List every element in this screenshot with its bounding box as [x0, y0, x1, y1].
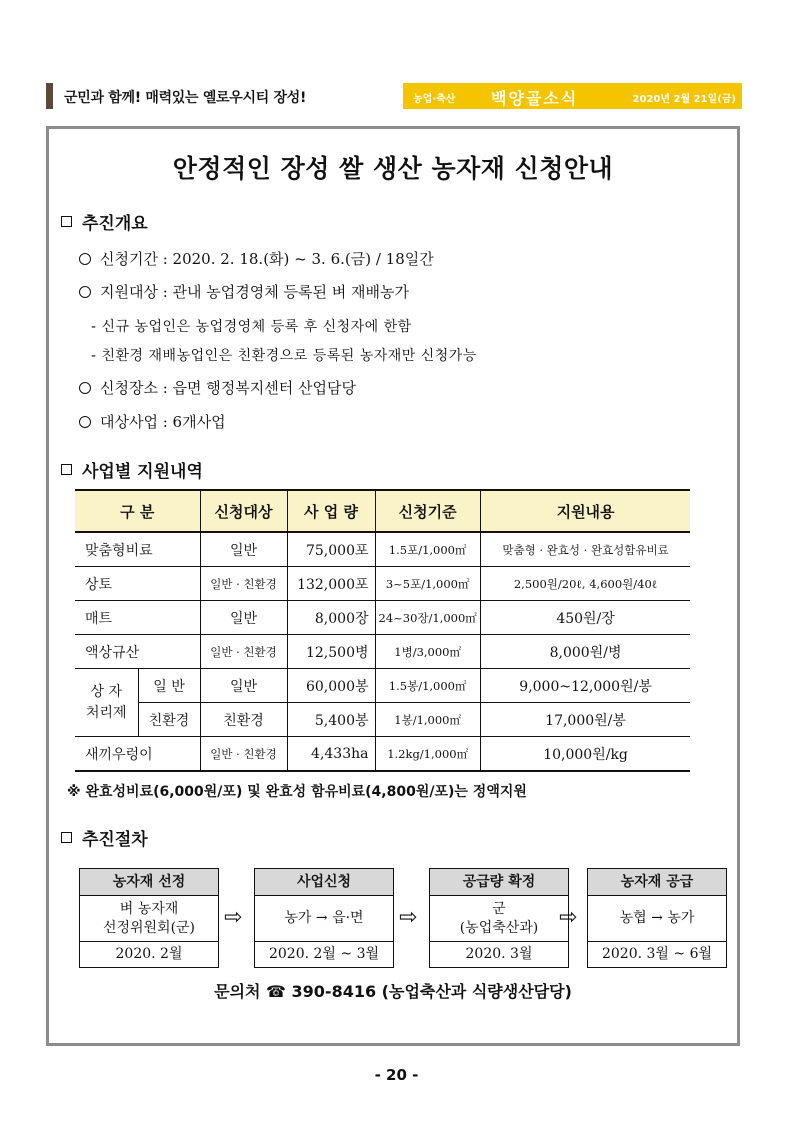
group-label-line-2: 처리제	[85, 704, 127, 721]
square-bullet-icon	[61, 464, 72, 475]
table-cell: 일반	[200, 601, 287, 635]
table-cell: 3~5포/1,000㎡	[375, 567, 480, 601]
section-overview-heading: 추진개요	[61, 209, 148, 234]
procedure-step	[429, 868, 569, 968]
procedure-step	[254, 868, 394, 968]
step-body	[588, 896, 726, 942]
table-cell: 60,000봉	[287, 669, 375, 703]
circle-bullet-icon	[79, 286, 91, 298]
step-body-line: 농협 → 농가	[619, 910, 695, 926]
table-cell: 일반	[200, 532, 287, 567]
table-cell: 12,500병	[287, 635, 375, 669]
table-cell: 2,500원/20ℓ, 4,600원/40ℓ	[480, 567, 690, 601]
step-title: 농자재 선정	[80, 869, 218, 896]
table-cell: 4,433ha	[287, 737, 375, 772]
table-cell: 24~30장/1,000㎡	[375, 601, 480, 635]
page-number: - 20 -	[374, 1066, 419, 1084]
table-cell: 맞춤형 · 완효성 · 완효성함유비료	[480, 532, 690, 567]
table-cell: 1.5포/1,000㎡	[375, 532, 480, 567]
circle-bullet-icon	[79, 253, 91, 265]
support-table	[75, 489, 690, 772]
step-body-line: 농가 → 읍·면	[284, 910, 364, 926]
table-header-row	[75, 490, 690, 532]
column-header: 구 분	[75, 490, 200, 532]
step-title: 사업신청	[255, 869, 393, 896]
table-cell: 상토	[75, 567, 200, 601]
overview-item: 신청기간 : 2020. 2. 18.(화) ~ 3. 6.(금) / 18일간	[79, 248, 434, 269]
overview-subitem: - 신규 농업인은 농업경영체 등록 후 신청자에 한함	[91, 319, 412, 335]
header-newsletter-name: 백양골소식	[491, 89, 579, 108]
step-title: 공급량 확정	[430, 869, 568, 896]
square-bullet-icon	[61, 216, 72, 227]
column-header: 신청기준	[375, 490, 480, 532]
step-body-line: 선정위원회(군)	[102, 919, 196, 936]
step-body-line: 벼 농자재	[119, 900, 179, 917]
article-title: 안정적인 장성 쌀 생산 농자재 신청안내	[172, 154, 614, 183]
header-accent-bar	[46, 83, 53, 109]
step-date: 2020. 2월 ~ 3월	[268, 946, 380, 962]
group-label-line-1: 상 자	[90, 683, 122, 700]
table-row	[75, 635, 690, 669]
contact-info: 문의처 ☎ 390-8416 (농업축산과 식량생산담당)	[214, 982, 572, 1001]
column-header: 신청대상	[200, 490, 287, 532]
circle-bullet-icon	[79, 382, 91, 394]
step-body	[430, 896, 568, 942]
table-cell: 매트	[75, 601, 200, 635]
column-header: 지원내용	[480, 490, 690, 532]
step-date: 2020. 3월 ~ 6월	[601, 946, 713, 962]
table-cell: 새끼우렁이	[75, 737, 200, 772]
table-cell: 일반	[200, 669, 287, 703]
square-bullet-icon	[61, 832, 72, 843]
table-row	[75, 669, 690, 703]
table-cell: 1병/3,000㎡	[375, 635, 480, 669]
table-cell: 일반 · 친환경	[200, 737, 287, 772]
table-row	[75, 703, 690, 737]
right-arrow-icon: ⇨	[399, 905, 418, 930]
table-cell: 액상규산	[75, 635, 200, 669]
step-body-line: (농업축산과)	[459, 919, 539, 936]
table-cell: 맞춤형비료	[75, 532, 200, 567]
support-note: ※ 완효성비료(6,000원/포) 및 완효성 함유비료(4,800원/포)는 정액지원	[67, 784, 527, 800]
table-cell: 75,000포	[287, 532, 375, 567]
procedure-step	[587, 868, 727, 968]
table-row	[75, 601, 690, 635]
table-cell: 8,000장	[287, 601, 375, 635]
table-cell: 1.5봉/1,000㎡	[375, 669, 480, 703]
overview-item: 신청장소 : 읍면 행정복지센터 산업담당	[79, 377, 356, 398]
table-row	[75, 567, 690, 601]
overview-item: 대상사업 : 6개사업	[79, 411, 226, 432]
header-category: 농업·축산	[413, 94, 456, 105]
table-cell: 8,000원/병	[480, 635, 690, 669]
table-cell: 9,000~12,000원/봉	[480, 669, 690, 703]
step-date: 2020. 2월	[115, 946, 183, 962]
overview-subitem: - 친환경 재배농업인은 친환경으로 등록된 농자재만 신청가능	[91, 348, 477, 364]
table-row	[75, 737, 690, 772]
right-arrow-icon: ⇨	[559, 905, 578, 930]
header-banner	[403, 83, 742, 109]
table-cell: 일반 · 친환경	[200, 635, 287, 669]
column-header: 사 업 량	[287, 490, 375, 532]
right-arrow-icon: ⇨	[224, 905, 243, 930]
table-cell: 1.2kg/1,000㎡	[375, 737, 480, 772]
step-body	[80, 896, 218, 942]
table-cell: 132,000포	[287, 567, 375, 601]
table-group-cell	[75, 669, 138, 737]
overview-item: 지원대상 : 관내 농업경영체 등록된 벼 재배농가	[79, 281, 409, 302]
table-row	[75, 532, 690, 567]
table-cell: 친환경	[200, 703, 287, 737]
header-slogan: 군민과 함께! 매력있는 옐로우시티 장성!	[64, 90, 307, 106]
section-support-heading: 사업별 지원내역	[61, 457, 203, 482]
circle-bullet-icon	[79, 416, 91, 428]
table-cell: 일반 · 친환경	[200, 567, 287, 601]
header-date: 2020년 2월 21일(금)	[632, 94, 736, 105]
step-body	[255, 896, 393, 942]
step-title: 농자재 공급	[588, 869, 726, 896]
table-cell: 450원/장	[480, 601, 690, 635]
table-cell: 1봉/1,000㎡	[375, 703, 480, 737]
article-frame	[46, 126, 740, 1046]
procedure-step	[79, 868, 219, 968]
table-cell: 친환경	[138, 703, 200, 737]
step-body-line: 군	[492, 900, 506, 917]
table-cell: 일 반	[138, 669, 200, 703]
table-cell: 10,000원/kg	[480, 737, 690, 772]
section-procedure-heading: 추진절차	[61, 825, 148, 850]
table-cell: 17,000원/봉	[480, 703, 690, 737]
step-date: 2020. 3월	[465, 946, 533, 962]
table-cell: 5,400봉	[287, 703, 375, 737]
page-header	[46, 83, 742, 109]
